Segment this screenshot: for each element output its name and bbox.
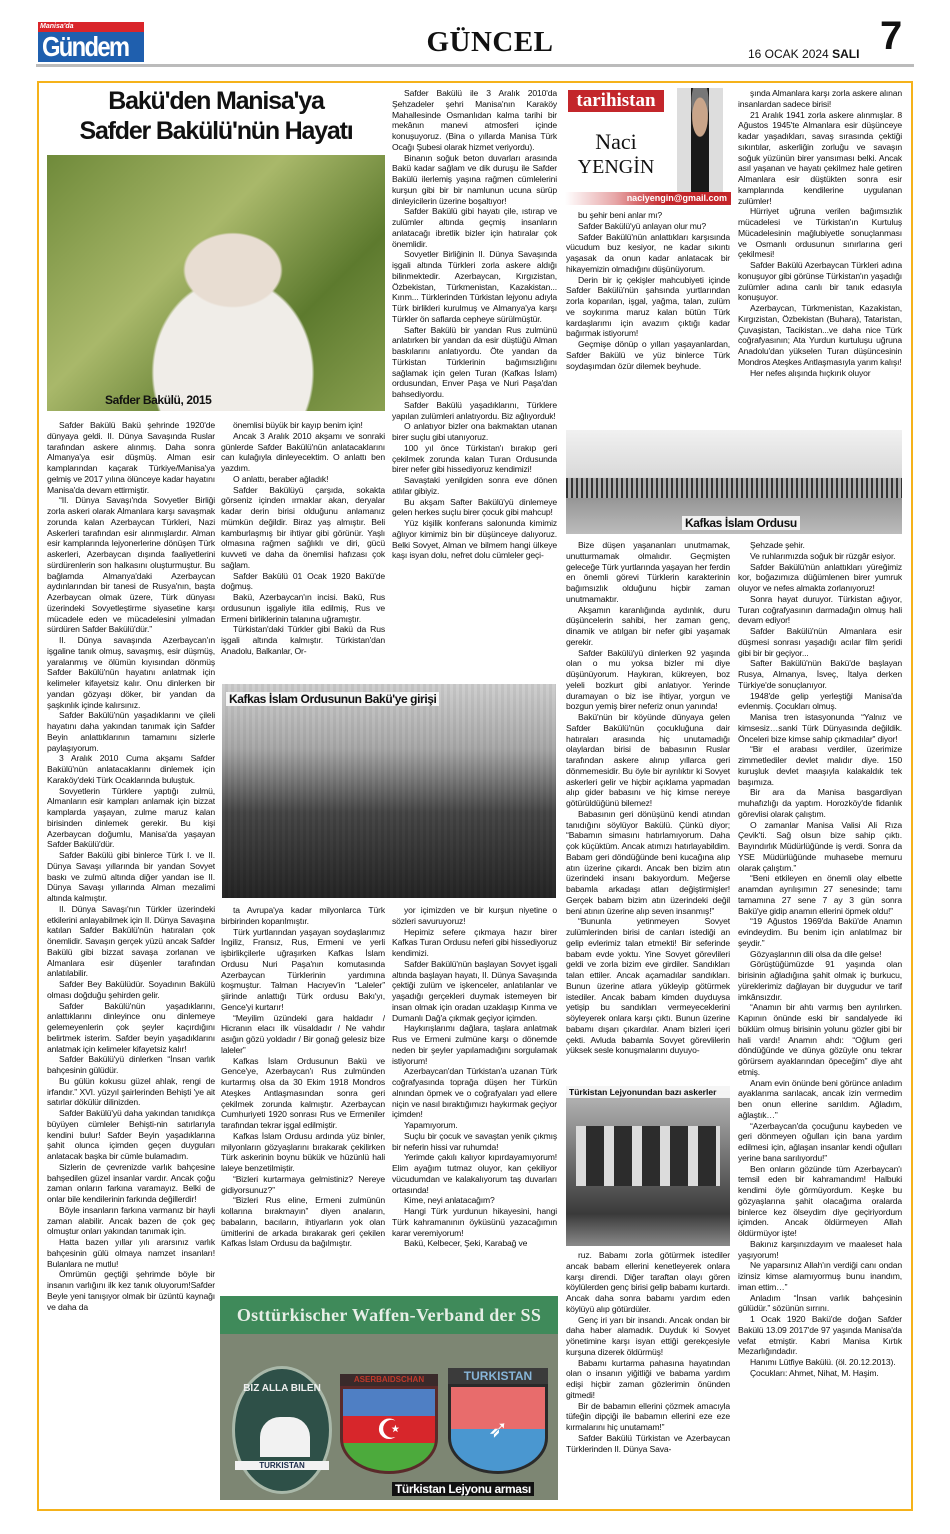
article-paragraph: önemlisi büyük bir kayıp benim için! [233,420,363,430]
article-paragraph: Bakü, Kelbecer, Şeki, Karabağ ve [404,1238,528,1249]
article-paragraph: Safder Bey Bakülüdür. Soyadının Bakülü olması doğduğu şehirden gelir. [47,979,215,1000]
article-paragraph: Safder Bakülüyü çarşıda, sokakta görseniz içinden ırmaklar akan, deryalar kadar derin birisi olduğunu anlamanız mümkün değildir. Biraz yaş almıştır. Beli kamburlaşmış bir ihtiyar gibi görünür. Yaşlı olmasına rağmen sağlıklı ve diri, gücü kuvveti ve daha da önemlisi hafızası çok sağlam. [221,484,385,570]
article-paragraph: O anlattı, beraber ağladık! [233,473,329,484]
kafkas-army-caption: Kafkas İslam Ordusu [682,516,800,530]
azerbaijan-shield [340,1374,438,1474]
badge-motto: BIZ ALLA BILEN [243,1383,321,1394]
turkistan-mosque-badge [232,1366,332,1494]
legion-emblem-photo [220,1296,558,1500]
column-2-text-top [221,420,385,678]
article-paragraph: Haykırışlarımı dağlara, taşlara anlatmak Rus ve Ermeni zulmüne karşı o dönemde neden bir şeyler yapılamadığını sorgulamak istiyorum! [392,1023,557,1066]
article-paragraph: Bakü, Azerbaycan'ın incisi. Bakü, Rus ordusunun işgaliyle itila edilmiş, Rus ve Ermeni birliklerinin talanına uğramıştır. [221,592,385,624]
article-paragraph: Derin bir iç çekişler mahcubiyeti içinde Safder Bakülü'nün şahsında yurtlarından zorla koparılan, işgal, yağma, talan, zulüm ve soykırıma maruz kalan bütün Türk kardaşlarımı için avazım çıktığı kadar bağırmak istiyorum! [566,274,730,339]
section-title: GÜNCEL [426,26,554,58]
article-paragraph: Safder Bakülü'yü dinlerken “İnsan varlık bahçesinin gülüdür. [47,1054,215,1075]
article-paragraph: Ne yaparsınız Allah'ın verdiği canı ondan izinsiz kimse alamıyormuş bunu inandım, iman ettim…” [738,1260,902,1292]
article-paragraph: Görüştüğümüzde 91 yaşında olan birisinin ağladığına şahit olmak iç burkucu, yüreklerimiz dağlayan bir duygudur ve tarif imkânsızdır. [738,959,902,1002]
article-paragraph: Safder Bakülü'nün yaşadıklarını ve çileli hayatını daha yakından tanımak için Safder Beyin anlattıklarının tamamını sizlerle paylaşıyorum. [47,710,215,753]
article-paragraph: Hatta bazen yıllar yılı ararsınız varlık bahçesinin gülü olmaya namzet insanları! Bulanlara ne mutlu! [47,1237,215,1269]
article-paragraph: “Bir el arabası verdiler, üzerimize zimmetlediler devlet malıdır diye. 150 kuruşluk devlet maaşıyla kalakaldık tek başımıza. [738,744,902,787]
article-paragraph: Geçmişe dönüp o yılları yaşayanlardan, Safder Bakülü ve yüz binlerce Türk soydaşımdan özür dilemek beyhude. [566,339,730,371]
article-paragraph: Safder Bakülü yaşadıklarını, Türklere yapılan zulümleri anlatıyordu. Biz ağlıyorduk! [392,399,557,421]
article-paragraph: Yapamıyorum. [404,1120,458,1130]
article-paragraph: “Bizleri kurtarmaya gelmistiniz? Nereye gidiyorsunuz?” [221,1173,385,1195]
article-paragraph: Türk yurtlarından yaşayan soydaşlarımız İngiliz, Fransız, Rus, Ermeni ve yerli işbirlikçilerle uğraşırken Kafkas İslam Ordusu Nuri Paşa'nın komutasında Azerbaycan Türklerinin yardımına koşmuştur. Talman Hacıyev'in “Laleler” şiirinde anlattığı Türk ordusu Bakı'yı, Gence'yi kurtarır! [221,926,385,1012]
article-paragraph: Safter Bakülü bir yandan Rus zulmünü anlatırken bir yandan da esir düştüğü Alman baskılarını anlatıyordu. Öte yandan da Türkistan Türklerinin bağımsızlığını sağlamak için gelen Turan (Kafkas İslam) ordusundan, Enver Paşa ve Nuri Paşa'dan bahsediyordu. [392,324,557,399]
article-paragraph: Safder Bakülü gibi hayatı çile, ıstırap ve zulümler altında geçmiş insanların anlatacağı ibretlik bizler için hatıralar çok önemlidir. [392,206,557,249]
article-paragraph: 21 Aralık 1941 zorla askere alınmışlar. 8 Ağustos 1945'te Almanlara esir düşünceye kadar yaşadıkları, savaş sırasında çektiği sıkıntılar, askerliğin zorluğu ve savaşın soğuk yüzünün birer yansıması belki. Ancak asıl yaşanan ve hayatı çekilmez hale getiren Almanlara esir düştükten sonra esir kamplarında kendilerine uygulanan zulümler! [738,109,902,206]
article-paragraph: Babamı kurtarma pahasına hayatından olan o insanın yiğitliği ve babama yardım edişi hiçbir zaman gözlerimin önünden gitmedi! [566,1357,730,1400]
article-paragraph: Safder Bakülü gibi binlerce Türk I. ve II. Dünya Savaşı yıllarında bir yandan Sovyet baskı ve zulmü altında diğer yandan ise II. Dünya Savaşı yıllarında Alman mezalimi altında kalmıştır. [47,850,215,903]
article-paragraph: Safder Bakülü Azerbaycan Türkleri adına konuşuyor gibi görünse Türkistan'ın yaşadığı zulümler adına canlı bir tanık edasıyla konuşuyor. [738,260,902,303]
legion-soldiers-photo [566,1086,730,1246]
article-paragraph: Safder Bakülü ile 3 Aralık 2010'da Şehzadeler şehri Manisa'nın Karaköy Mahallesinde Osmanlıdan kalma tarihi bir mekânın manevi atmosferi içinde konuşuyoruz. (Bina o yıllarda Manisa Türk Ocağı Şubesi olarak hizmet veriyordu). [392,88,557,152]
article-paragraph: “Bununla yetinmeyen Sovyet zulümlerinden birisi de canları istediği an gelip evlerimiz talan etmekti! Bir seferinde babam evde yoktu. Yine Sovyet görevlileri geldi ve zorla bizim eve girdiler. Sandıkları talan ettiler. Ancak açamadılar sandıkları. Bunun üzerine atlara yükleyip götürmek istediler. Ancak babam kimden duyduysa yetişip bu sandıkları vermeyeceklerini söyleyerek onlara karşı çıktı. Bunun üzerine babamı dışarı çıkardılar. Anam bizleri içeri çekti. Avluda babamla Sovyet görevlilerin yüksek sesle konuşmalarını duyuyo- [566,916,730,1056]
article-paragraph: Azerbaycan'dan Türkistan'a uzanan Türk coğrafyasında toprağa düşen her Türkün alnından öpmek ve o coğrafyaları yad ellere niçin ve nasıl bıraktığımızı haykırmak geçiyor içimden! [392,1066,557,1120]
article-paragraph: O zamanlar Manisa Valisi Ali Rıza Çevik'ti. Sağ olsun bize sahip çıktı. Bayındırlık Müdürlüğünde iş verdi. Sonra da YSE Müdürlüğünde muhasebe memuru olarak çalıştım.” [738,819,902,873]
article-paragraph: 1948'de gelip yerleştiği Manisa'da evlenmiş. Çocukları olmuş. [738,690,902,712]
article-paragraph: Şehzade şehir. [750,540,805,550]
column-2-text-bottom [221,905,385,1290]
article-paragraph: 1 Ocak 1920 Bakü'de doğan Safder Bakülü 13.09 2017'de 97 yaşında Manisa'da vefat etmiştir. Kabri Manisa Kırtık Mezarlığındadır. [738,1314,902,1357]
army-entering-baku-photo [222,684,556,898]
article-paragraph: Safder Bakülü'yü dinlerken 92 yaşında olan o mu yoksa bizler mi diye düşünüyorum. Haykıran, kükreyen, boz yeleli bozkurt gibi anlatıyor. Yerinde duramayan o biz ise ihtiyar, yorgun ve bozgun yemiş birer neferiz onun yanında! [566,647,730,712]
article-paragraph: Safder Bakülü 01 Ocak 1920 Bakü'de doğmuş. [221,570,385,592]
article-paragraph: Kafkas İslam Ordusu ardında yüz binler, milyonların gözyaşlarını bırakarak çekilirken Türk askerinin boynu bükük ve hüzünlü hali laleye benzetilmiştir. [221,1130,385,1173]
article-paragraph: Ömrümün geçtiği şehrimde böyle bir insanın varlığını ilk kez tanık oluyorum!Safder Beyle yeni tanışıyor olmak bir üzüntü kaynağı ve daha da [47,1269,215,1312]
article-paragraph: Sovyetler Birliğinin II. Dünya Savaşında işgali altında Türkleri zorla askere aldığı bilinmektedir. Azerbaycan, Kırgızistan, Özbekistan, Türkmenistan, Kazakistan... Kırım... Türklerinden Türkistan lejyonu adıyla Türk birlikleri kurulmuş ve Almanya'ya karşı Türkler ön saflarda cepheye sürülmüştür. [392,249,557,324]
article-paragraph: Anladım “İnsan varlık bahçesinin gülüdür.” sözünün sırrını. [738,1292,902,1314]
article-paragraph: Safder Bakülü'nün anlattıkları karşısında vücudum buz kesiyor, ne kadar sıkıntı yaşasak da onun kadar anlatacak bir hikayemizin olmadığını düşünüyorum. [566,231,730,274]
article-paragraph: “Meyilim üzündeki gara haldadır / Hicranın elacı ilk vüsaldadır / Ne vahdır asığın gözü yoldadır / Bir gonağ gelesiz bize laleler” [221,1012,385,1055]
article-paragraph: Hangi Türk yurdunun hikayesini, hangi Türk kahramanının öyküsünü yazacağımın karar veremiyorum! [392,1206,557,1238]
article-paragraph: Anam evin önünde beni görünce anladım ayaklarıma sarılacak, ancak izin vermedim ben onun ellerine sarıldım. Ağladım, ağlaştık…” [738,1077,902,1120]
day-text: SALI [832,47,860,61]
column-1-text [47,420,215,1502]
column-5-text-bottom [738,540,902,1502]
header-rule [36,64,914,67]
turkistan-label: TURKISTAN [448,1368,548,1384]
article-paragraph: Bize düşen yaşananları unutmamak, unutturmamak olmalıdır. Geçmişten geleceğe Türk yurtlarında yaşayan her ferdin en önemli görevi Türklerin karakterinin bağımsızlık olduğunu hiçbir zaman unutmamaktır. [566,540,730,604]
article-paragraph: şında Almanlara karşı zorla askere alınan insanlardan sadece birisi! [738,88,902,109]
article-paragraph: “Bizleri Rus eline, Ermeni zulmünün kollarına bırakmayın” diyen anaların, babaların, bacıların, ihtiyarların yok olan ümitlerini de arkada bırakarak geri çekilen Kafkas İslam Ordusu da bağılmıştır. [221,1195,385,1249]
article-paragraph: O anlatıyor bizler ona bakmaktan utanan birer suçlu gibi utanıyoruz. [392,421,557,442]
article-paragraph: Bakü'nün bir köyünde dünyaya gelen Safder Bakülü'nün çocukluğuna dair hatıraları arasında hiç unutamadığı olaylardan birisi de babasının Ruslar tarafından askere alınıp yıllarca geri dönmemesidir. Bu öyle bir ayrılıktır ki Sovyet askerleri gelir ve hiçbir açıklama yapmadan alıp gider babasını ve hiç kimse nereye götürüldüğünü bilemez! [566,712,730,808]
article-paragraph: Ve ruhlarımızda soğuk bir rüzgâr esiyor. [750,550,896,561]
article-paragraph: Hepimiz sefere çıkmaya hazır birer Kafkas Turan Ordusu neferi gibi hissediyoruz kendimizi. [392,926,557,958]
bow-arrow-icon: ➶ [448,1384,548,1474]
logo-text: Gündem [42,32,129,62]
article-paragraph: Binanın soğuk beton duvarları arasında Bakü kadar sağlam ve dik duruşu ile Safder Bakülü ilerlemiş yaşına rağmen cümlelerini kurşun gibi bir bir namlunun ucuna sürüp dinleyicilerin üzerine boşaltıyor! [392,152,557,206]
article-paragraph: Suçlu bir çocuk ve savaştan yenik çıkmış bir neferin hissi var ruhumda! [392,1130,557,1152]
emblem-caption: Türkistan Lejyonu arması [392,1482,534,1496]
article-paragraph: 100 yıl önce Türkistan'ı bırakıp geri çekilmek zorunda kalan Turan Ordusunda birer nefer gibi hissediyoruz kendimizi! [392,442,557,475]
article-paragraph: Azerbaycan, Türkmenistan, Kazakistan, Kırgızistan, Özbekistan (Buhara), Tataristan, Çuvaşistan, Tacikistan...ve daha nice Türk coğrafyasının; Ata Yurdun kurtuluşu uğruna Anadolu'dan yükselen Turan düşüncesinin Mondros Ateşkes Antlaşmasıyla yarım kalışı! [738,303,902,367]
article-paragraph: Safder Bakülü'nün yaşadıklarını, anlattıklarını dinleyince onu dinlemeye gelemeyenlerin çok şeyler kaçırdığını belirtmek isterim. Safder beyin yaşadıklarını anlatmak için kelimeler kifayetsiz kalır! [47,1000,215,1054]
newspaper-logo [38,22,144,62]
headline [46,86,386,146]
article-paragraph: “Anamın bir ahtı varmış ben ayrılırken. Kapının önünde eski bir sandalyede iki büklüm olmuş birisinin yolunu gözler gibi bir hali vardı! Anamın ahdı: “Oğlum geri döndüğünde ve dünya gözüyle onu tekrar görürsem ayaklarından öpeceğim” diye aht etmiş. [738,1002,902,1077]
emblem-banner-text: Osttürkischer Waffen-Verband der SS [220,1296,558,1334]
author-email[interactable]: naciyengin@gmail.com [565,192,731,205]
article-paragraph: II. Dünya savaşında Azerbaycan'ın işgaline tanık olmuş, savaşmış, esir düşmüş, yaralanmış ve ölümün kıyısından dönmüş Safder Bakülü'nün hayatını anlatmak için kelimeler kifayetsiz kalır. Onu dinlerken bir yandan gözyaşı döker, bir yandan da şaşkınlık içinde kalırsınız. [47,635,215,710]
article-paragraph: ta Avrupa'ya kadar milyonlarca Türk birbirinden koparılmıştır. [221,905,385,926]
author-last-name: YENGİN [577,156,655,178]
article-paragraph: Kime, neyi anlatacağım? [404,1195,495,1206]
article-paragraph: Bir de babamın ellerini çözmek amacıyla tüfeğin dipçiği ile babamın ellerini eze eze kırmalarını hiç unutamam!” [566,1400,730,1432]
portrait-caption: Safder Bakülü, 2015 [105,393,212,407]
article-paragraph: Safder Bakülü Bakü şehrinde 1920'de dünyaya geldi. II. Dünya Savaşında Ruslar tarafından askere alınmış. Daha sonra Almanya'ya esir düşmüş. Alman esir kamplarından kaçarak Türkiye/Manisa'ya gelmiş ve 2017 yılına ölünceye kadar hayatını Manisa'da devam ettirmiştir. [47,420,215,495]
article-paragraph: Böyle insanların farkına varmanız bir hayli zaman alabilir. Ancak bazen de çok geç olmuştur onları yakından tanımak için. [47,1204,215,1237]
article-paragraph: Safder Bakülü Türkistan ve Azerbaycan Türklerinden II. Dünya Sava- [566,1432,730,1454]
article-paragraph: Bir ara da Manisa basgardiyan muhafızlığı da yaptım. Horozköy'de fidanlık görevlisi olarak çalıştım. [738,787,902,819]
article-paragraph: Safder Bakülü'nün anlattıkları yüreğimiz kor, boğazımıza düğümlenen birer yumruk oluyor ve nefes almakta zorlanıyoruz! [738,561,902,593]
article-paragraph: Safder Bakülü'nün başlayan Sovyet işgali altında başlayan hayatı, II. Dünya Savaşında çektiği zulüm ve işkenceler, anlatılanlar ve yaşadığı gerçekleri duymak istemeyen bir insan olmak için oradan uzaklaşıp Kırıma ve Dumanlı Dağ'a çıkmak geçiyor içimden. [392,958,557,1023]
article-paragraph: Bakınız karşınızdayım ve maaleset hala yaşıyorum! [738,1238,902,1260]
article-paragraph: Bu akşam Safter Bakülü'yü dinlemeye gelen herkes suçlu birer çocuk gibi mahcup! [392,496,557,518]
article-paragraph: “Beni etkileyen en önemli olay elbette anamdan ayrılışımın 27 senesinde; tamı tamamına 27 sene 7 ay 3 gün sonra Bakü'ye gidip anamın ellerini öpmek oldu!” [738,873,902,916]
article-paragraph: Yüz kişilik konferans salonunda kimimiz ağlıyor kimimiz bin bir düşünceye dalıyoruz. Belki Sovyet, Alman ve bilmem hangi ülkeye kaşı isyan dolu, nefret dolu cümleler geçi- [392,518,557,561]
article-paragraph: Babasının geri dönüşünü kendi atından tanıdığını söylüyor Bakülü. Çünkü diyor; “Babamın simasını hatırlamıyorum. Daha çok küçüktüm. Ancak atımızı hatırlayabildim. Babam geri döndüğünde beni kucağına alıp atın üzerine çıkardı. Ancak ben bizim atın üzerindeki insanı bakıyordum. Meğerse babamla arkadaşı atları değiştirmişler! Gerçek babam bizim atın üzerindeki değil beni atının üzerine alıp seven insanmış!” [566,808,730,916]
headline-line-2: Safder Bakülü'nün Hayatı [79,117,353,145]
date-text: 16 OCAK 2024 [748,47,829,61]
article-paragraph: Çocukları: Ahmet, Nihat, M. Haşim. [750,1367,879,1378]
article-paragraph: Her nefes alışında hıçkırık oluyor [750,367,871,378]
page-number: 7 [880,14,903,58]
crescent-star-icon: ☪ [340,1386,438,1474]
article-paragraph: Bu gülün kokusu güzel ahlak, rengi de irfandır.” XVI. yüzyıl şairlerinden Behişti 'ye ait satırlar dökülür dilinizden. [47,1075,215,1108]
article-paragraph: II. Dünya Savaşı'nın Türkler üzerindeki etkilerini anlayabilmek için II. Dünya Savaşına katılan Safder Bakülü'nün hatıraları çok önemlidir. Savaşın gerçek yüzü ancak Safder Bakülü gibi bizzat savaşa zorlanan ve Almanlara esir düşenler tarafından anlatılabilir. [47,903,215,979]
article-paragraph: Safder Bakülü'yü daha yakından tanıdıkça büyüyen cümleler Behişti-nin satırlarıyla kendini bulur! Safder Beyin yaşadıklarına şahit olunca içimden geçen duyguları anlatacak başka bir cümle bulamadım. [47,1108,215,1161]
article-paragraph: Sovyetlerin Türklere yaptığı zulmü, Almanların esir kampları anlamak için bizzat kamplarda yaşayan, zulme maruz kalan birisinden dinlemek gerekir. Bu kişi Azerbaycan doğumlu, Manisa'da yaşayan Safder Bakülü'dür. [47,785,215,850]
article-paragraph: Safder Bakülü'nün Almanlara esir düşmesi sonrası yaşadığı acılar film şeridi gibi bir bir geçiyor... [738,626,902,658]
article-paragraph: Türkistan'daki Türkler gibi Bakü da Rus işgali altında kalmıştır. Türkistan'dan Anadolu, Balkanlar, Or- [221,624,385,656]
column-4-text-top [566,210,730,422]
turkistan-shield [448,1368,548,1474]
column-5-text-top [738,88,902,422]
article-paragraph: Kafkas İslam Ordusunun Bakü ve Gence'ye, Azerbaycan'ı Rus zulmünden kurtarmış olsa da 30 Ekim 1918 Mondros Ateşkes Antlaşmasından sonra geri çekilmek zorunda kalmıştır. Azerbaycan Cumhuriyeti 1920 sonrası Rus ve Ermeniler tarafından tekrar işgal edilmiştir. [221,1055,385,1130]
article-paragraph: bu şehir beni anlar mı? [578,210,662,220]
author-first-name: Naci [595,129,637,154]
author-photo [670,88,730,192]
kafkas-army-photo [566,430,902,534]
soldiers-caption: Türkistan Lejyonundan bazı askerler [566,1086,730,1098]
headline-line-1: Bakü'den Manisa'ya [108,87,324,115]
column-brand: tarihistan [568,90,664,112]
article-paragraph: Akşamın karanlığında aydınlık, duru düşüncelerin sahibi, her zaman genç, dinamik ve atılgan bir nefer gibi yaşamak gerekir. [566,604,730,647]
mosque-icon [260,1417,310,1457]
article-paragraph: ruz. Babamı zorla götürmek istediler ancak babam ellerini kenetleyerek onlara karşı direndi. Diğer taraftan olayı gören köylülerden genç birisi gelip babamı kurtardı. Ancak daha sonra babamı yardım eden köylüyü alıp götürdüler. [566,1250,730,1314]
article-paragraph: Safder Bakülü'yü anlayan olur mu? [578,220,707,231]
column-4-text-bottom [566,1250,730,1502]
article-paragraph: “II. Dünya Savaşı'nda Sovyetler Birliği zorla askeri olarak Almanlara karşı savaşmak zorunda kalan Azerbaycan Türkleri, Nazi Askerleri tarafından esir alınmışlardır. Alman esir kamplarında lejyonerlerine dönüşen Türk askerleri, Azerbaycan dışında faaliyetlerini sürdürenlerin son halkasını oluşturmuştur. Bu bağlamda Almanya'daki Azerbaycan aydınlarından bir tanesi de Rusya'nın, başta Azerbaycan olmak üzere, Türk dünyası üzerindeki Sovyetleştirme siyasetine karşı mücadele eden ve mücadelesini yılmadan sürdüren Safder Bakülü'dür.” [47,495,215,635]
column-3-text-bottom [392,905,557,1290]
article-paragraph: Sizlerin de çevrenizde varlık bahçesine bahşedilen güzel insanlar vardır. Ancak çoğu zaman onların farkına varamayız. Belki de onlar bile kendilerinin farkında değillerdir! [47,1161,215,1204]
portrait-photo [47,155,385,411]
column-3-text-top [392,88,557,678]
article-paragraph: Gözyaşlarının dili olsa da dile gelse! [750,948,882,959]
article-paragraph: Safter Bakülü'nün Bakü'de başlayan Rusya, Almanya, İsveç, İtalya derken Türkiye'de sonuçlanıyor. [738,658,902,690]
azerbaijan-label: ASERBAIDSCHAN [340,1374,438,1386]
article-paragraph: “19 Ağustos 1969'da Bakü'de Anamın evindeydim. Bu benim için anlatılmaz bir şeydir.” [738,916,902,948]
article-paragraph: Yerimde çakılı kalıyor kıpırdayamıyorum! Elim ayağım tutmaz oluyor, kan çekiliyor vücudumdan ve kalakalıyorum taş duvarları ortasında! [392,1152,557,1195]
article-paragraph: 3 Aralık 2010 Cuma akşamı Safder Bakülü'nün anlatacaklarını dinlemek için Karaköy'deki Türk Ocaklarında buluştuk. [47,753,215,785]
logo-small-text: Manisa'da [40,23,74,30]
article-paragraph: yor içimizden ve bir kurşun niyetine o sözleri savuruyoruz! [392,905,557,926]
article-paragraph: Savaştaki yenilgiden sonra eve dönen atlılar gibiyiz. [392,475,557,496]
article-paragraph: Ben onların gözünde tüm Azerbaycan'ı temsil eden bir kahramandım! Halbuki kendimi öyle görmüyordum. Keşke bu gözyaşlarına şahit olacağıma oralarda binlerce kez ölseydim diye geçiriyordum içimden. Ancak öldürmeyen Allah öldürmüyor işte! [738,1163,902,1238]
article-paragraph: Sonra hayat duruyor. Türkistan ağıyor, Turan coğrafyasının darmadağın olmuş hali devam ediyor! [738,593,902,626]
column-4-text-middle [566,540,730,1085]
article-paragraph: Hürriyet uğruna verilen bağımsızlık mücadelesi ve Türkistan'ın Kurtuluş Mücadelesinin mağlubiyetle sonuçlanması ve Osmanlı ordusunun sınırlarına geri çekilmesi! [738,206,902,260]
article-paragraph: Hanımı Lütfiye Bakülü. (öl. 20.12.2013). [750,1357,896,1367]
article-paragraph: Genç iri yarı bir insandı. Ancak ondan bir daha haber alamadık. Duyduk ki Sovyet yönetimine karşı isyan ettiği gerekçesiyle kurşuna dizerek öldürmüş! [566,1314,730,1357]
badge-label: TURKISTAN [235,1461,329,1470]
issue-date [748,47,859,61]
army-photo-caption: Kafkas İslam Ordusunun Bakü'ye girişi [226,692,439,706]
article-paragraph: “Azerbaycan'da çocuğunu kaybeden ve geri dönmeyen oğulları için bana yardım edilmesi için, ağlaşan insanlar kendi oğulları yerine bana sarılıyordu!” [738,1120,902,1163]
article-paragraph: Ancak 3 Aralık 2010 akşamı ve sonraki günlerde Safder Bakülü'nün anlatacaklarını can kulağıyla dinleyecektim. O anlattı ben yazdım. [221,430,385,473]
article-paragraph: Manisa tren istasyonunda “Yalnız ve kimsesiz…sanki Türk Dünyasında değildik. Önceleri bize kimse sahip çıkmadılar” diyor! [738,712,902,744]
